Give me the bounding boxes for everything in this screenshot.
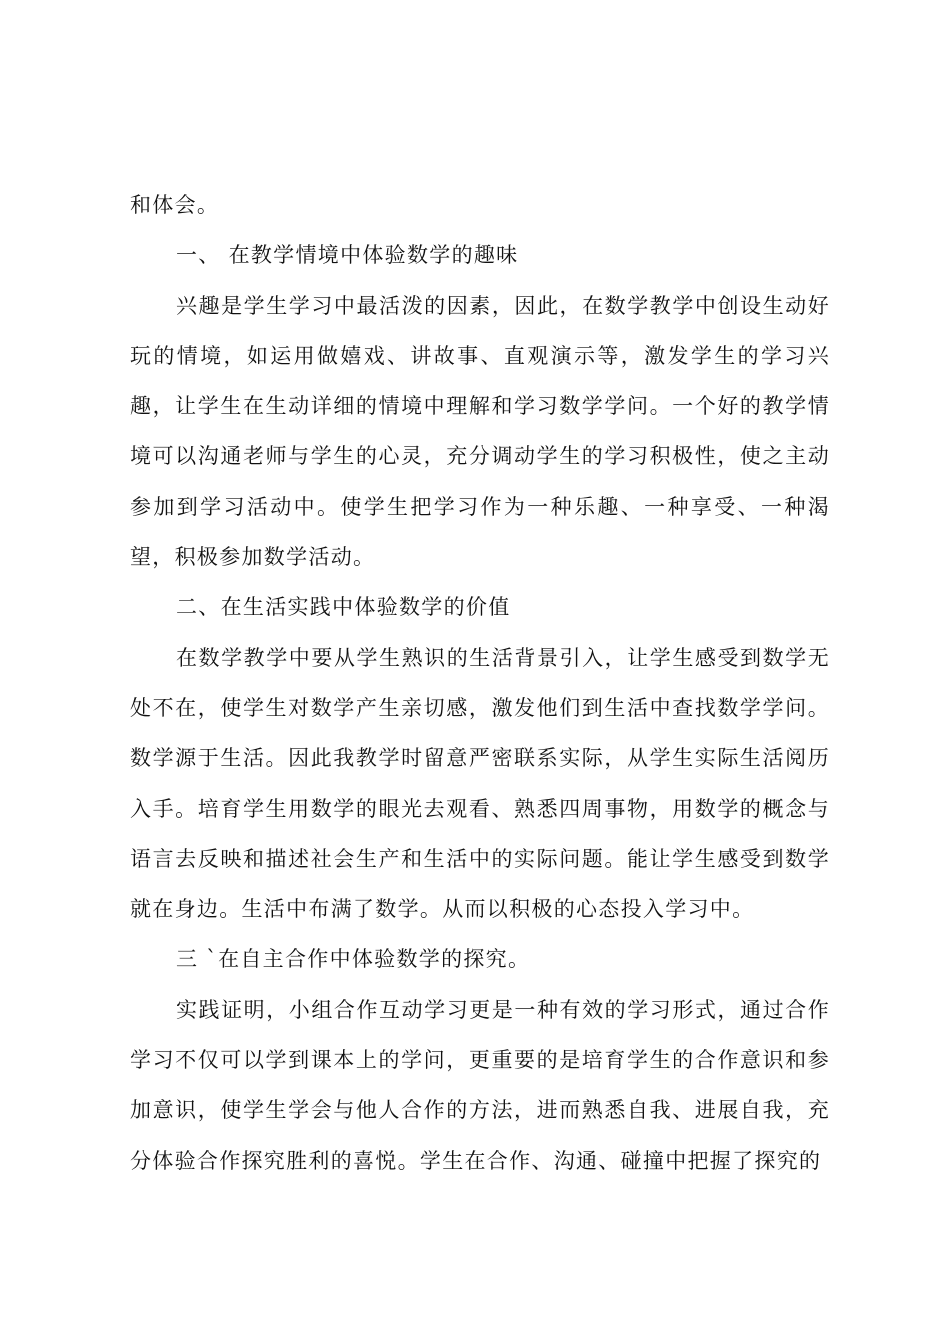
section-heading-3: 三 `在自主合作中体验数学的探究。: [176, 947, 531, 972]
paragraph-life-practice: 在数学教学中要从学生熟识的生活背景引入，让学生感受到数学无处不在，使学生对数学产生亲切感，激发他们到生活中查找数学学问。数学源于生活。因此我教学时留意严密联系实际，从学生实际生活阅历入手。培育学生用数学的眼光去观看、熟悉四周事物，用数学的概念与语言去反映和描述社会生产和生活中的实际问题。能让学生感受到数学就在身边。生活中布满了数学。从而以积极的心态投入学习中。: [130, 645, 830, 922]
section-heading-1: 一、 在教学情境中体验数学的趣味: [176, 243, 519, 268]
paragraph-continuation: 和体会。: [130, 193, 220, 217]
section-heading-2: 二、在生活实践中体验数学的价值: [176, 595, 511, 620]
document-body: [130, 180, 830, 1186]
paragraph-interest: 兴趣是学生学习中最活泼的因素，因此，在数学教学中创设生动好玩的情境，如运用做嬉戏、讲故事、直观演示等，激发学生的学习兴趣，让学生在生动详细的情境中理解和学习数学学问。一个好的教学情境可以沟通老师与学生的心灵，充分调动学生的学习积极性，使之主动参加到学习活动中。使学生把学习作为一种乐趣、一种享受、一种渴望，积极参加数学活动。: [130, 293, 830, 570]
paragraph-cooperation: 实践证明，小组合作互动学习更是一种有效的学习形式，通过合作学习不仅可以学到课本上的学问，更重要的是培育学生的合作意识和参加意识，使学生学会与他人合作的方法，进而熟悉自我、进展自我，充分体验合作探究胜利的喜悦。学生在合作、沟通、碰撞中把握了探究的: [130, 997, 830, 1173]
